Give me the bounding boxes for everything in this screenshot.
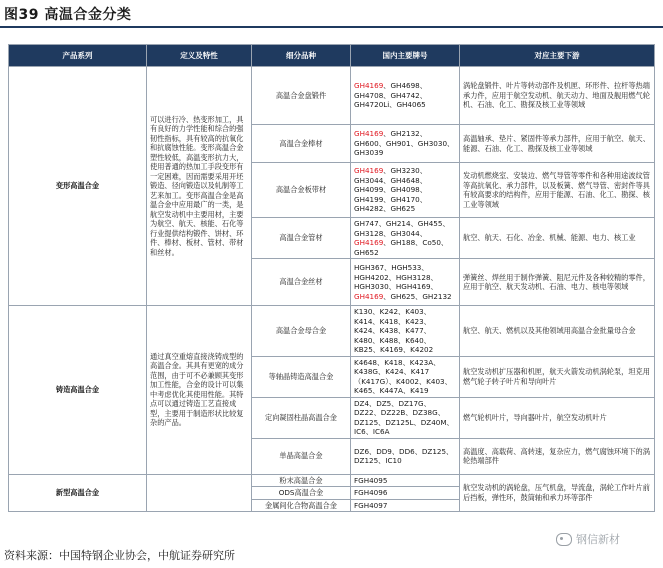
grades-cell bbox=[351, 356, 460, 397]
subtype-cell: 定向凝固柱晶高温合金 bbox=[252, 397, 351, 438]
definition-cell: 可以进行冷、热变形加工，具有良好的力学性能和综合的强韧性指标，具有较高的抗氧化和抗腐蚀性能。变形高温合金塑性较低，高温变形抗力大，使用普通的热加工手段变形有一定困难，因而需要采用开坯锻造、径向锻造以及轧制等工艺来加工。变形高温合金是高温合金中应用最广的一类，是航空发动机中主要用材，主要为航空、航天、核能、石化等行业提供结构锻件、饼材、环件、棒材、板材、管材、带材和丝材。 bbox=[147, 67, 252, 306]
grades-cell bbox=[351, 438, 460, 474]
grades-cell bbox=[351, 163, 460, 218]
downstream-cell: 高温轴承、垫片、紧固件等承力部件，应用于航空、航天、能源、石油、化工、勘探及核工业等领域 bbox=[460, 125, 655, 163]
watermark-text: 钢信新材 bbox=[576, 533, 620, 546]
downstream-cell: 航空、航天、燃机以及其他领域用高温合金批量母合金 bbox=[460, 306, 655, 357]
wechat-icon bbox=[556, 533, 572, 546]
subtype-cell: 高温合金丝材 bbox=[252, 259, 351, 306]
subtype-cell: 等轴晶铸造高温合金 bbox=[252, 356, 351, 397]
table-header-row bbox=[9, 45, 655, 67]
downstream-cell: 高温度、高载荷、高转速，复杂应力，燃气腐蚀环境下的涡轮热端部件 bbox=[460, 438, 655, 474]
definition-cell: 通过真空重熔直接浇铸成型的高温合金。其具有更宽的成分范围，由于可不必兼顾其变形加工性能，合金的设计可以集中考虑优化其使用性能。其特点可以通过铸造工艺直接成型，主要用于制造形状比较复杂的产品。 bbox=[147, 306, 252, 475]
subtype-cell: 高温合金板带材 bbox=[252, 163, 351, 218]
source-note: 资料来源：中国特钢企业协会，中航证券研究所 bbox=[4, 549, 235, 562]
grade-text: FGH4095 bbox=[354, 475, 388, 485]
grade-text: K130、K242、K403、K414、K418、K423、K424、K438、K477、K480、K488、K640、KB25、K4169、K4202 bbox=[354, 307, 434, 354]
grade-text: FGH4097 bbox=[354, 500, 388, 510]
header-product-series: 产品系列 bbox=[9, 45, 147, 67]
grade-text: GH747、GH214、GH455、GH3128、GH3044、 bbox=[354, 219, 450, 238]
downstream-cell: 弹簧丝、焊丝用于制作弹簧、阻尼元件及各种较精的零件，应用于航空、航天发动机、石油、电力、核电等领域 bbox=[460, 259, 655, 306]
grades-cell bbox=[351, 218, 460, 259]
grade-text: 、GH188、Co50、GH652 bbox=[354, 238, 449, 257]
figure-title-bar bbox=[0, 0, 663, 28]
grades-cell bbox=[351, 474, 460, 487]
grade-text: FGH4096 bbox=[354, 488, 388, 497]
grades-cell bbox=[351, 397, 460, 438]
grades-cell bbox=[351, 499, 460, 512]
subtype-cell: 金属间化合物高温合金 bbox=[252, 499, 351, 512]
downstream-cell: 航空、航天、石化、冶金、机械、能源、电力、核工业 bbox=[460, 218, 655, 259]
grades-cell bbox=[351, 259, 460, 306]
alloy-classification-table bbox=[8, 44, 655, 512]
subtype-cell: 高温合金盘锻件 bbox=[252, 67, 351, 125]
subtype-cell: 高温合金棒材 bbox=[252, 125, 351, 163]
subtype-cell: ODS高温合金 bbox=[252, 487, 351, 500]
downstream-cell: 涡轮盘锻件、叶片等转动部件及机匣、环形件、拉杆等热端承力件，应用于航空发动机、航天动力、地面及舰用燃气轮机、石油、化工、勘探及核工业等领域 bbox=[460, 67, 655, 125]
grade-text: K4648、K418、K423A、K438G、K424、K417（K417G）、K4002、K403、K465、K447A、K419 bbox=[354, 357, 452, 395]
grade-text: 、GH625、GH2132 bbox=[383, 291, 452, 301]
table-row bbox=[9, 474, 655, 487]
product-series-cell: 变形高温合金 bbox=[9, 67, 147, 306]
figure-title: 图39 高温合金分类 bbox=[4, 7, 132, 23]
table-body bbox=[9, 67, 655, 512]
header-downstream: 对应主要下游 bbox=[460, 45, 655, 67]
subtype-cell: 高温合金管材 bbox=[252, 218, 351, 259]
definition-cell bbox=[147, 474, 252, 512]
highlighted-grade: GH4169 bbox=[354, 291, 384, 301]
grade-text: 、GH4698、GH4708、GH4742、GH4720Li、GH4065 bbox=[354, 81, 427, 110]
grade-text: 、GH2132、GH600、GH901、GH3030、GH3039 bbox=[354, 129, 455, 158]
grade-text: HGH367、HGH533、HGH4202、HGH3128、HGH3030、HGH4169、 bbox=[354, 263, 438, 291]
highlighted-grade: GH4169 bbox=[354, 129, 384, 139]
header-grades: 国内主要牌号 bbox=[351, 45, 460, 67]
product-series-cell: 铸造高温合金 bbox=[9, 306, 147, 475]
header-subtype: 细分品种 bbox=[252, 45, 351, 67]
grade-text: DZ4、DZ5、DZ17G、DZ22、DZ22B、DZ38G、DZ125、DZ125L、DZ40M、IC6、IC6A bbox=[354, 398, 454, 436]
highlighted-grade: GH4169 bbox=[354, 81, 384, 91]
header-definition: 定义及特性 bbox=[147, 45, 252, 67]
downstream-cell: 航空发动机的涡轮盘，压气机盘，导流盘，涡轮工作叶片前后挡板，弹性环，鼓筒轴和承力环等部件 bbox=[460, 474, 655, 512]
highlighted-grade: GH4169 bbox=[354, 238, 384, 247]
table-row bbox=[9, 306, 655, 357]
downstream-cell: 燃气轮机叶片，导向器叶片，航空发动机叶片 bbox=[460, 397, 655, 438]
watermark bbox=[556, 531, 620, 547]
grade-text: DZ6、DD9、DD6、DZ125、DZ125、IC10 bbox=[354, 446, 454, 465]
subtype-cell: 高温合金母合金 bbox=[252, 306, 351, 357]
grades-cell bbox=[351, 67, 460, 125]
table-row bbox=[9, 67, 655, 125]
subtype-cell: 粉末高温合金 bbox=[252, 474, 351, 487]
downstream-cell: 航空发动机扩压器和机匣，航天火箭发动机涡轮泵，坦克用燃气轮子转子叶片和导向叶片 bbox=[460, 356, 655, 397]
grades-cell bbox=[351, 125, 460, 163]
downstream-cell: 发动机燃烧室、安装边、燃气导管等零件和各种用途波纹管等高抗氧化、承力部件，以及板簧、燃气导管、密封件等具有较高要求的结构件，应用于能源、石油、化工、勘探、核工业等领域 bbox=[460, 163, 655, 218]
grades-cell bbox=[351, 306, 460, 357]
product-series-cell: 新型高温合金 bbox=[9, 474, 147, 512]
grade-text: 、GH3230、GH3044、GH4648、GH4099、GH4098、GH4199、GH4170、GH4282、GH625 bbox=[354, 166, 427, 214]
grades-cell bbox=[351, 487, 460, 500]
highlighted-grade: GH4169 bbox=[354, 166, 384, 176]
subtype-cell: 单晶高温合金 bbox=[252, 438, 351, 474]
